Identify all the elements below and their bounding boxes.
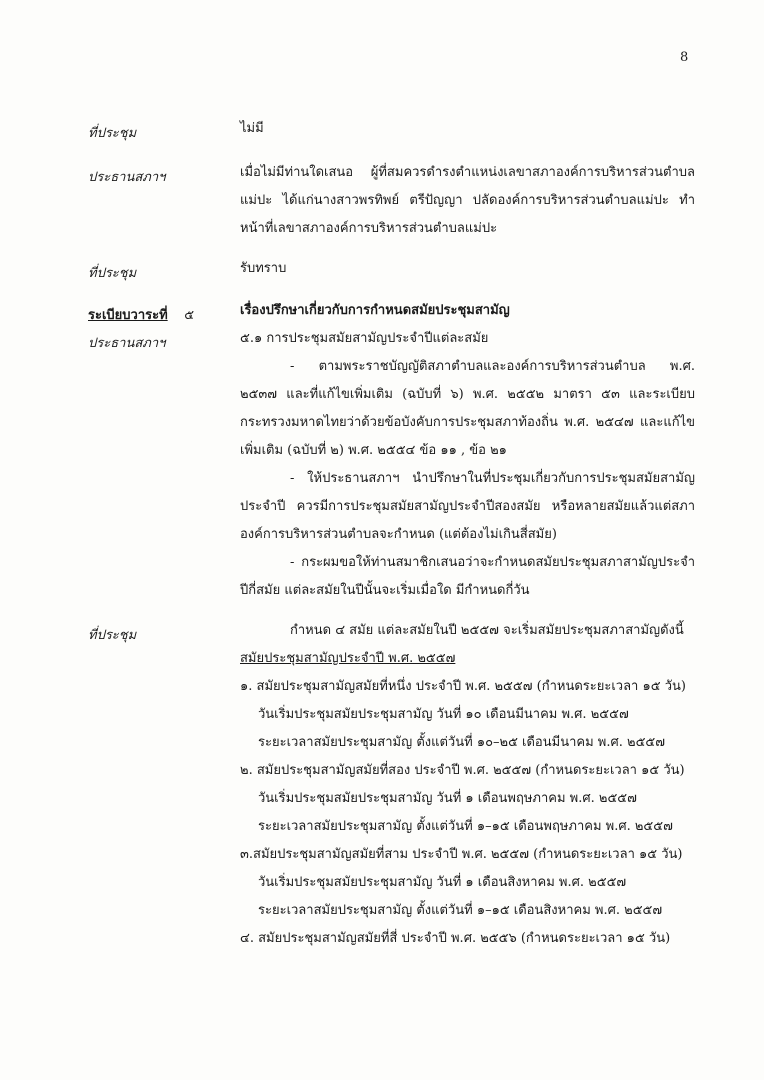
speaker-label: ที่ประชุม [88, 126, 137, 141]
session-detail-line: ระยะเวลาสมัยประชุมสามัญ ตั้งแต่วันที่ ๑–๑๕ เดือนพฤษภาคม พ.ศ. ๒๕๕๗ [258, 819, 673, 834]
agenda-label [88, 304, 194, 325]
agenda-title: เรื่องปรึกษาเกี่ยวกับการกำหนดสมัยประชุมสามัญ [240, 303, 510, 318]
body-text: ไม่มี [240, 121, 264, 136]
session-item: ๒. สมัยประชุมสามัญสมัยที่สอง ประจำปี พ.ศ. ๒๕๕๗ (กำหนดระยะเวลา ๑๕ วัน) [240, 763, 685, 778]
session-detail-line: ระยะเวลาสมัยประชุมสามัญ ตั้งแต่วันที่ ๑–๑๕ เดือนสิงหาคม พ.ศ. ๒๕๕๗ [258, 903, 663, 918]
section-text [240, 255, 695, 283]
paragraph-3: - กระผมขอให้ท่านสมาชิกเสนอว่าจะกำหนดสมัยประชุมสภาสามัญประจำปีกี่สมัย แต่ละสมัยในปีนั้นจะเริ่มเมื่อใด มีกำหนดกี่วัน [240, 555, 695, 598]
agenda-label-text: ระเบียบวาระที่ [88, 308, 168, 323]
speaker-label: ประธานสภาฯ [88, 336, 166, 351]
speaker-label: ประธานสภาฯ [88, 170, 166, 185]
session-detail-line: วันเริ่มประชุมสมัยประชุมสามัญ วันที่ ๑ เดือนพฤษภาคม พ.ศ. ๒๕๕๗ [258, 791, 637, 806]
session-detail-line: วันเริ่มประชุมสมัยประชุมสามัญ วันที่ ๑๐ เดือนมีนาคม พ.ศ. ๒๕๕๗ [258, 707, 629, 722]
session-item: ๔. สมัยประชุมสามัญสมัยที่สี่ ประจำปี พ.ศ. ๒๕๕๖ (กำหนดระยะเวลา ๑๕ วัน) [240, 931, 671, 946]
body-text: รับทราบ [240, 261, 287, 276]
session-detail-line: ระยะเวลาสมัยประชุมสามัญ ตั้งแต่วันที่ ๑๐–๒๕ เดือนมีนาคม พ.ศ. ๒๕๕๗ [258, 735, 666, 750]
paragraph-2: - ให้ประธานสภาฯ นำปรึกษาในที่ประชุมเกี่ยวกับการประชุมสมัยสามัญประจำปี ควรมีการประชุมสมัยสามัญประจำปีสองสมัย หรือหลายสมัยแล้วแต่สภาองค์การบริหารส่วนตำบลจะกำหนด (แต่ต้องไม่เกินสี่สมัย) [240, 471, 695, 542]
speaker-label: ที่ประชุม [88, 266, 137, 281]
agenda-number: ๕ [184, 308, 195, 323]
body-text: เมื่อไม่มีท่านใดเสนอ ผู้ที่สมควรดำรงตำแหน่งเลขาสภาองค์การบริหารส่วนตำบลแม่ปะ ได้แก่นางสาวพรทิพย์ ตรีปัญญา ปลัดองค์การบริหารส่วนตำบลแม่ปะ ทำหน้าที่เลขาสภาองค์การบริหารส่วนตำบลแม่ปะ [240, 165, 695, 236]
section-text [240, 115, 695, 143]
page-number: 8 [680, 50, 689, 65]
session-detail-line: วันเริ่มประชุมสมัยประชุมสามัญ วันที่ ๑ เดือนสิงหาคม พ.ศ. ๒๕๕๗ [258, 875, 627, 890]
section-text [240, 297, 695, 605]
paragraph-1: - ตามพระราชบัญญัติสภาตำบลและองค์การบริหารส่วนตำบล พ.ศ. ๒๕๓๗ และที่แก้ไขเพิ่มเติม (ฉบับที่ ๖) พ.ศ. ๒๕๕๒ มาตรา ๕๓ และระเบียบกระทรวงมหาดไทยว่าด้วยข้อบังคับการประชุมสภาท้องถิ่น พ.ศ. ๒๕๔๗ และแก้ไขเพิ่มเติม (ฉบับที่ ๒) พ.ศ. ๒๕๕๔ ข้อ ๑๑ , ข้อ ๒๑ [240, 359, 695, 458]
sub-heading: ๕.๑ การประชุมสมัยสามัญประจำปีแต่ละสมัย [240, 331, 489, 346]
session-item: ๑. สมัยประชุมสามัญสมัยที่หนึ่ง ประจำปี พ.ศ. ๒๕๕๗ (กำหนดระยะเวลา ๑๕ วัน) [240, 679, 686, 694]
session-list [240, 673, 695, 953]
speaker-label: ที่ประชุม [88, 628, 137, 643]
section-text [240, 617, 695, 953]
session-item: ๓.สมัยประชุมสามัญสมัยที่สาม ประจำปี พ.ศ. ๒๕๕๗ (กำหนดระยะเวลา ๑๕ วัน) [240, 847, 683, 862]
section-text [240, 159, 695, 243]
session-heading: สมัยประชุมสามัญประจำปี พ.ศ. ๒๕๕๗ [240, 651, 456, 666]
resolution-intro: กำหนด ๔ สมัย แต่ละสมัยในปี ๒๕๕๗ จะเริ่มสมัยประชุมสภาสามัญดังนี้ [290, 623, 684, 638]
